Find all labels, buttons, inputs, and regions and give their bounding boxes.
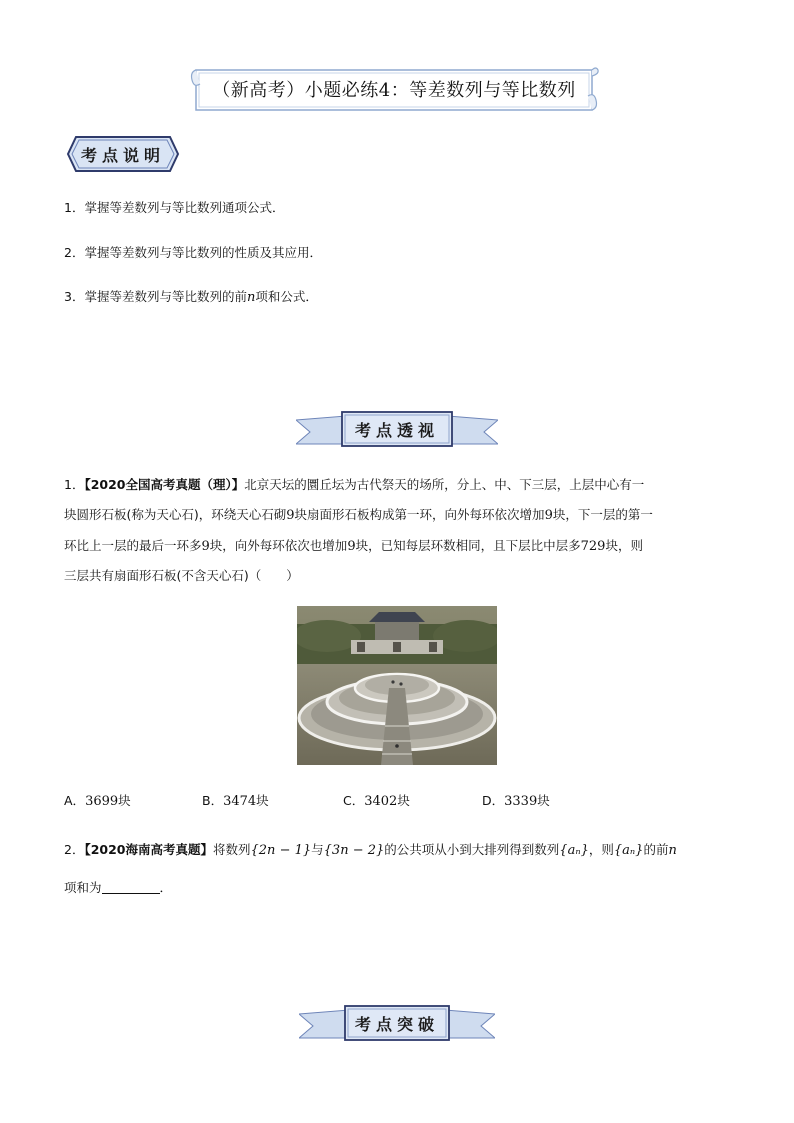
temple-of-heaven-photo bbox=[297, 606, 497, 765]
q1-option-c[interactable]: C．3402块 bbox=[343, 793, 410, 809]
section-title-breakthrough: 考点突破 bbox=[354, 1014, 439, 1034]
q1-line-3: 环比上一层的最后一环多9块，向外每环依次也增加9块，已知每层环数相同，且下层比中层多729块，则 bbox=[64, 538, 643, 554]
answer-blank[interactable] bbox=[102, 881, 160, 894]
q1-option-b[interactable]: B．3474块 bbox=[202, 793, 269, 809]
q1-line-1: 1．【2020全国高考真题（理）】北京天坛的圜丘坛为古代祭天的场所，分上、中、下三层，上层中心有一 bbox=[64, 477, 645, 492]
explain-item-1: 1．掌握等差数列与等比数列通项公式． bbox=[64, 200, 285, 215]
section-title-explain: 考点说明 bbox=[80, 145, 165, 165]
explain-item-2: 2．掌握等差数列与等比数列的性质及其应用． bbox=[64, 245, 322, 260]
q2-line-1: 2．【2020海南高考真题】将数列{2n − 1}与{3n − 2}的公共项从小到大排列得到数列{aₙ}，则{aₙ}的前n bbox=[64, 842, 677, 858]
q1-option-a[interactable]: A．3699块 bbox=[64, 793, 131, 809]
page-title: （新高考）小题必练4：等差数列与等比数列 bbox=[212, 80, 576, 101]
q1-line-4: 三层共有扇面形石板(不含天心石)（ ） bbox=[64, 568, 299, 583]
q2-line-2: 项和为 ． bbox=[64, 880, 173, 895]
explain-item-3: 3．掌握等差数列与等比数列的前n项和公式． bbox=[64, 289, 318, 305]
section-title-news: 考点透视 bbox=[354, 420, 439, 440]
q1-line-2: 块圆形石板(称为天心石)，环绕天心石砌9块扇面形石板构成第一环，向外每环依次增加9块，下一层的第一 bbox=[64, 507, 653, 523]
q1-option-d[interactable]: D．3339块 bbox=[482, 793, 550, 809]
